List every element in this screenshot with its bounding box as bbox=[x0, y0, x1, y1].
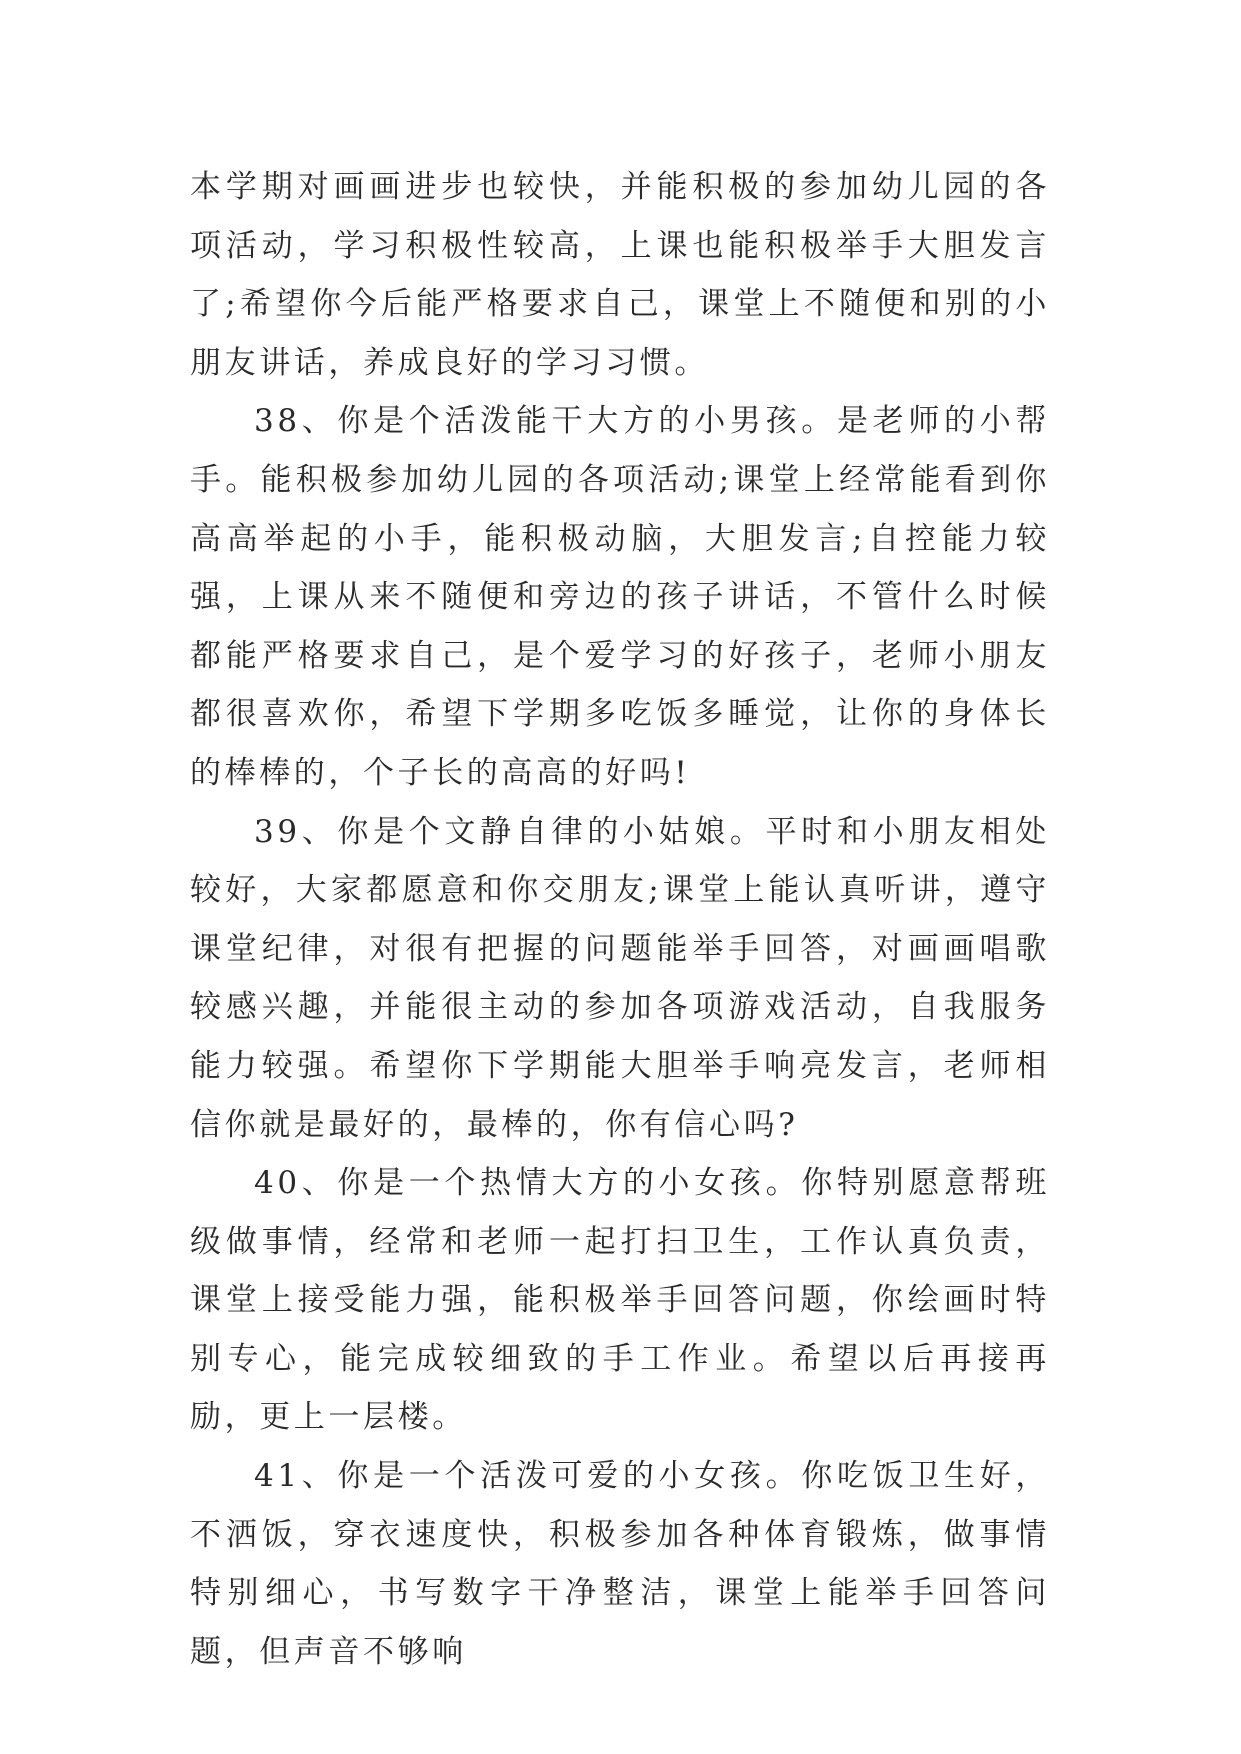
paragraph-continuation: 本学期对画画进步也较快，并能积极的参加幼儿园的各项活动，学习积极性较高，上课也能积极举手大胆发言了;希望你今后能严格要求自己，课堂上不随便和别的小朋友讲话，养成良好的学习习惯。 bbox=[190, 169, 1050, 381]
paragraph-40: 40、你是一个热情大方的小女孩。你特别愿意帮班级做事情，经常和老师一起打扫卫生，工作认真负责，课堂上接受能力强，能积极举手回答问题，你绘画时特别专心，能完成较细致的手工作业。希望以后再接再励，更上一层楼。 bbox=[190, 1165, 1050, 1436]
document-page bbox=[190, 158, 1050, 1681]
paragraph-38: 38、你是个活泼能干大方的小男孩。是老师的小帮手。能积极参加幼儿园的各项活动;课堂上经常能看到你高高举起的小手，能积极动脑，大胆发言;自控能力较强，上课从来不随便和旁边的孩子讲话，不管什么时候都能严格要求自己，是个爱学习的好孩子，老师小朋友都很喜欢你，希望下学期多吃饭多睡觉，让你的身体长的棒棒的，个子长的高高的好吗! bbox=[190, 403, 1050, 791]
paragraph-39: 39、你是个文静自律的小姑娘。平时和小朋友相处较好，大家都愿意和你交朋友;课堂上能认真听讲，遵守课堂纪律，对很有把握的问题能举手回答，对画画唱歌较感兴趣，并能很主动的参加各项游戏活动，自我服务能力较强。希望你下学期能大胆举手响亮发言，老师相信你就是最好的，最棒的，你有信心吗? bbox=[190, 813, 1050, 1143]
paragraph-41: 41、你是一个活泼可爱的小女孩。你吃饭卫生好，不洒饭，穿衣速度快，积极参加各种体育锻炼，做事情特别细心，书写数字干净整洁，课堂上能举手回答问题，但声音不够响 bbox=[190, 1458, 1050, 1670]
